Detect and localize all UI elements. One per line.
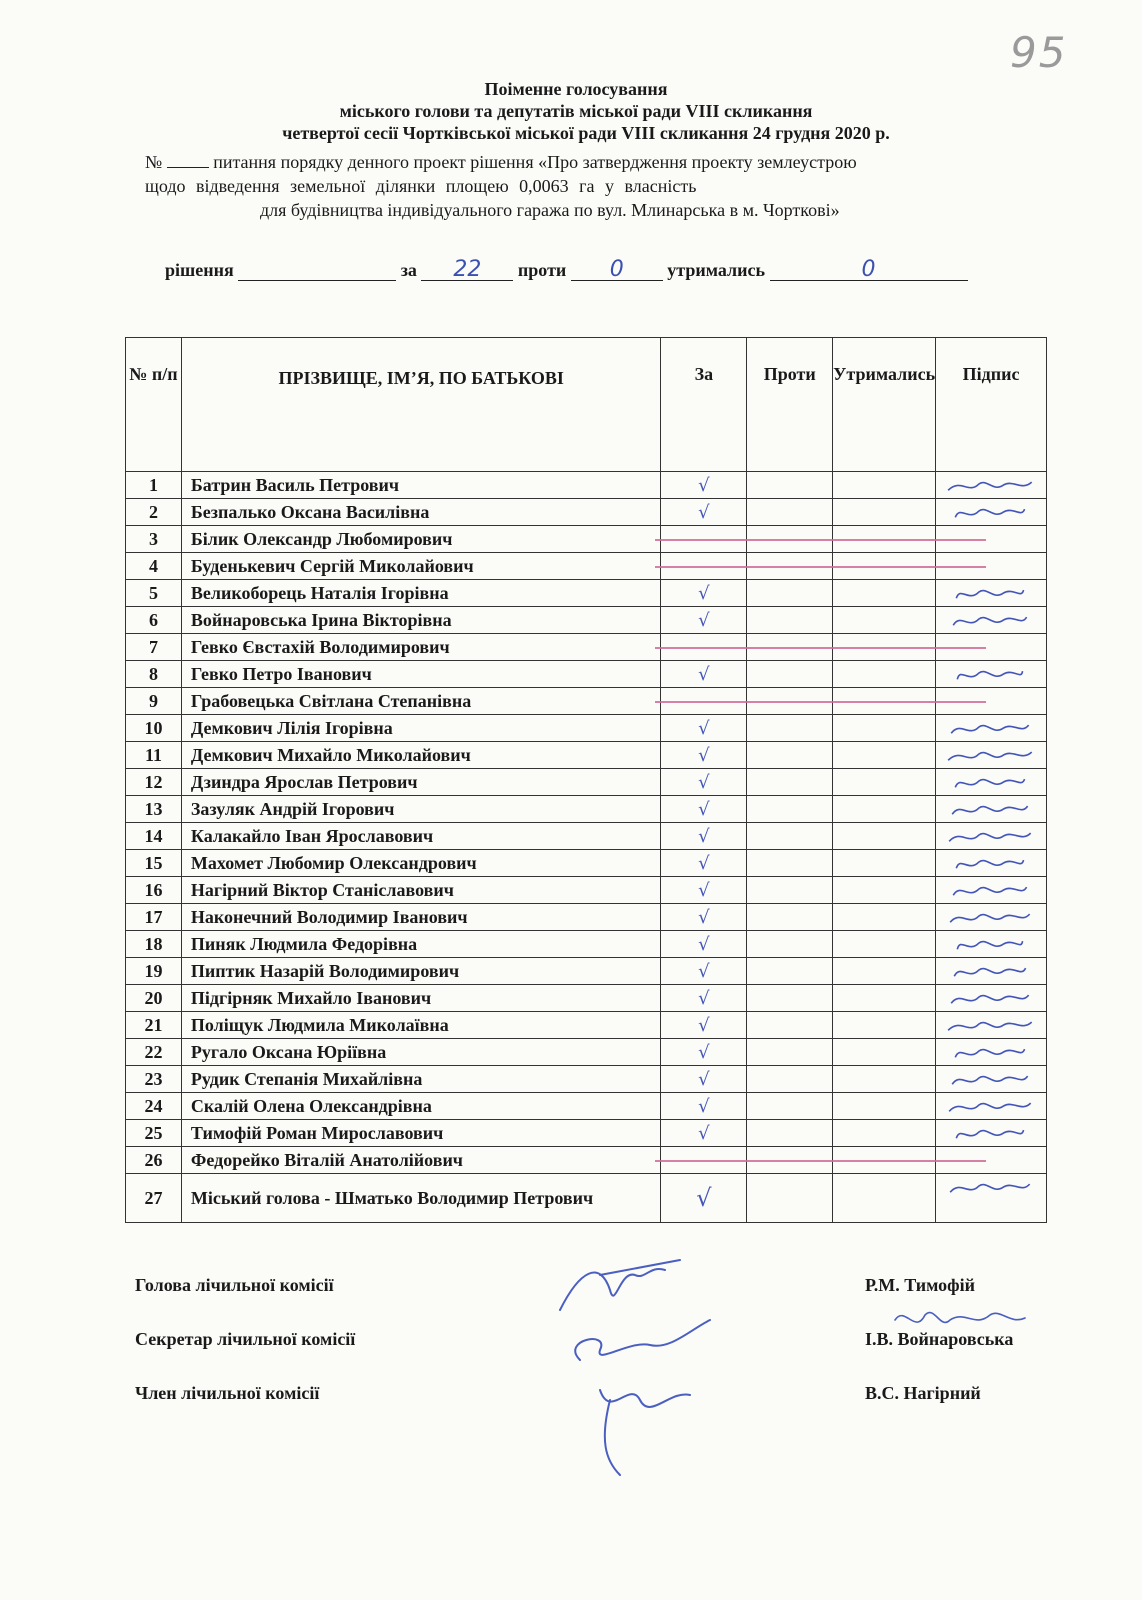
- question-number-blank: [167, 151, 209, 168]
- header-subtitle: міського голови та депутатів міської ради VIII скликання: [339, 101, 813, 121]
- checkmark-icon: √: [698, 717, 710, 739]
- vote-abstain-cell: [833, 823, 936, 850]
- vote-against-cell: [747, 877, 833, 904]
- table-row: [126, 1120, 1047, 1147]
- handwritten-signature: [940, 584, 1042, 604]
- checkmark-icon: √: [698, 474, 710, 496]
- handwritten-signature: [940, 1097, 1042, 1117]
- vote-for-cell: [661, 688, 747, 715]
- row-number: 25: [126, 1120, 182, 1147]
- signature-cell: [936, 742, 1047, 769]
- signature-cell: [936, 499, 1047, 526]
- agenda-question: [145, 150, 1075, 222]
- signature-cell: [936, 985, 1047, 1012]
- signature-cell: [936, 472, 1047, 499]
- header-abstain: Утримались: [833, 338, 936, 472]
- vote-table-body: [126, 472, 1047, 1223]
- signature-cell: [936, 1093, 1047, 1120]
- handwritten-signature: [940, 1016, 1042, 1036]
- vote-for-cell: [661, 796, 747, 823]
- deputy-name: Демкович Михайло Миколайович: [181, 742, 661, 769]
- table-row: [126, 958, 1047, 985]
- vote-for-cell: [661, 1120, 747, 1147]
- table-row: [126, 742, 1047, 769]
- vote-abstain-cell: [833, 958, 936, 985]
- row-number: 9: [126, 688, 182, 715]
- vote-for-cell: [661, 526, 747, 553]
- commission-person: В.С. Нагірний: [865, 1383, 981, 1403]
- vote-against-cell: [747, 958, 833, 985]
- vote-abstain-cell: [833, 607, 936, 634]
- table-row: [126, 1147, 1047, 1174]
- vote-abstain-cell: [833, 1174, 936, 1223]
- vote-abstain-cell: [833, 850, 936, 877]
- table-row: [126, 1174, 1047, 1223]
- decision-summary: [165, 257, 1065, 282]
- vote-for-cell: [661, 877, 747, 904]
- vote-against-cell: [747, 1093, 833, 1120]
- deputy-name: Калакайло Іван Ярославович: [181, 823, 661, 850]
- row-number: 6: [126, 607, 182, 634]
- checkmark-icon: √: [698, 1122, 710, 1144]
- table-row: [126, 850, 1047, 877]
- checkmark-icon: √: [696, 1184, 712, 1212]
- signature-cell: [936, 607, 1047, 634]
- checkmark-icon: √: [698, 798, 710, 820]
- row-number: 24: [126, 1093, 182, 1120]
- commission-row: [135, 1275, 1055, 1329]
- checkmark-icon: √: [698, 744, 710, 766]
- signature-cell: [936, 580, 1047, 607]
- checkmark-icon: √: [698, 1041, 710, 1063]
- against-label: проти: [517, 260, 567, 280]
- abstain-label: утримались: [667, 260, 765, 280]
- table-row: [126, 985, 1047, 1012]
- deputy-name: Білик Олександр Любомирович: [181, 526, 661, 553]
- deputy-name: Войнаровська Ірина Вікторівна: [181, 607, 661, 634]
- deputy-name: Пиняк Людмила Федорівна: [181, 931, 661, 958]
- vote-against-cell: [747, 1174, 833, 1223]
- question-number-prefix: №: [145, 152, 163, 172]
- row-number: 12: [126, 769, 182, 796]
- table-row: [126, 1039, 1047, 1066]
- vote-for-cell: [661, 661, 747, 688]
- vote-abstain-cell: [833, 715, 936, 742]
- vote-for-cell: [661, 1174, 747, 1223]
- deputy-name: Безпалько Оксана Василівна: [181, 499, 661, 526]
- vote-for-cell: [661, 553, 747, 580]
- row-number: 27: [126, 1174, 182, 1223]
- table-row: [126, 526, 1047, 553]
- handwritten-signature: [940, 476, 1042, 496]
- commission-row: [135, 1329, 1055, 1383]
- vote-for-cell: [661, 472, 747, 499]
- table-row: [126, 661, 1047, 688]
- commission-person: Р.М. Тимофій: [865, 1275, 976, 1295]
- row-number: 2: [126, 499, 182, 526]
- signature-cell: [936, 1147, 1047, 1174]
- vote-against-cell: [747, 850, 833, 877]
- row-number: 8: [126, 661, 182, 688]
- handwritten-signature: [940, 1070, 1042, 1090]
- deputy-name: Рудик Степанія Михайлівна: [181, 1066, 661, 1093]
- table-row: [126, 823, 1047, 850]
- vote-against-cell: [747, 1066, 833, 1093]
- handwritten-signature: [940, 611, 1042, 631]
- vote-for-cell: [661, 931, 747, 958]
- vote-against-cell: [747, 796, 833, 823]
- deputy-name: Гевко Петро Іванович: [181, 661, 661, 688]
- table-row: [126, 904, 1047, 931]
- handwritten-signature: [940, 827, 1042, 847]
- page-number: 95: [1010, 28, 1068, 77]
- vote-for-cell: [661, 580, 747, 607]
- vote-for-cell: [661, 742, 747, 769]
- checkmark-icon: √: [698, 1095, 710, 1117]
- deputy-name: Пиптик Назарій Володимирович: [181, 958, 661, 985]
- deputy-name: Федорейко Віталій Анатолійович: [181, 1147, 661, 1174]
- commission-role: Секретар лічильної комісії: [135, 1329, 356, 1349]
- vote-for-cell: [661, 823, 747, 850]
- table-row: [126, 931, 1047, 958]
- signature-cell: [936, 715, 1047, 742]
- row-number: 22: [126, 1039, 182, 1066]
- checkmark-icon: √: [698, 879, 710, 901]
- row-number: 19: [126, 958, 182, 985]
- header-for: За: [661, 338, 747, 472]
- deputy-name: Демкович Лілія Ігорівна: [181, 715, 661, 742]
- for-count: 22: [421, 260, 513, 281]
- handwritten-signature: [940, 1124, 1042, 1144]
- table-row: [126, 1066, 1047, 1093]
- table-row: [126, 688, 1047, 715]
- row-number: 10: [126, 715, 182, 742]
- vote-against-cell: [747, 931, 833, 958]
- for-label: за: [400, 260, 417, 280]
- vote-for-cell: [661, 1039, 747, 1066]
- table-row: [126, 634, 1047, 661]
- vote-abstain-cell: [833, 661, 936, 688]
- table-row: [126, 472, 1047, 499]
- question-line-3: для будівництва індивідуального гаража по вул. Млинарська в м. Чорткові»: [260, 200, 840, 220]
- deputy-name: Зазуляк Андрій Ігорович: [181, 796, 661, 823]
- deputy-name: Великоборець Наталія Ігорівна: [181, 580, 661, 607]
- handwritten-signature: [940, 1178, 1042, 1198]
- vote-against-cell: [747, 1120, 833, 1147]
- vote-for-cell: [661, 1066, 747, 1093]
- vote-for-cell: [661, 634, 747, 661]
- table-row: [126, 715, 1047, 742]
- vote-against-cell: [747, 580, 833, 607]
- table-row: [126, 769, 1047, 796]
- vote-against-cell: [747, 985, 833, 1012]
- signature-cell: [936, 1039, 1047, 1066]
- checkmark-icon: √: [698, 960, 710, 982]
- table-row: [126, 499, 1047, 526]
- handwritten-signature: [940, 773, 1042, 793]
- table-row: [126, 553, 1047, 580]
- row-number: 16: [126, 877, 182, 904]
- handwritten-signature: [940, 1043, 1042, 1063]
- deputy-name: Підгірняк Михайло Іванович: [181, 985, 661, 1012]
- deputy-name: Гевко Євстахій Володимирович: [181, 634, 661, 661]
- row-number: 20: [126, 985, 182, 1012]
- handwritten-signature: [940, 719, 1042, 739]
- signature-cell: [936, 688, 1047, 715]
- deputy-name: Тимофій Роман Мирославович: [181, 1120, 661, 1147]
- vote-for-cell: [661, 1093, 747, 1120]
- vote-abstain-cell: [833, 472, 936, 499]
- question-line-2: щодо відведення земельної ділянки площею 0,0063 га у власність: [145, 176, 697, 196]
- vote-abstain-cell: [833, 742, 936, 769]
- table-row: [126, 1012, 1047, 1039]
- deputy-name: Поліщук Людмила Миколаївна: [181, 1012, 661, 1039]
- vote-for-cell: [661, 958, 747, 985]
- row-number: 13: [126, 796, 182, 823]
- deputy-name: Наконечний Володимир Іванович: [181, 904, 661, 931]
- vote-for-cell: [661, 985, 747, 1012]
- deputy-name: Нагірний Віктор Станіславович: [181, 877, 661, 904]
- row-number: 26: [126, 1147, 182, 1174]
- checkmark-icon: √: [698, 609, 710, 631]
- deputy-name: Ругало Оксана Юріївна: [181, 1039, 661, 1066]
- deputy-name: Дзиндра Ярослав Петрович: [181, 769, 661, 796]
- question-line-1: питання порядку денного проект рішення «Про затвердження проекту землеустрою: [208, 152, 857, 172]
- row-number: 23: [126, 1066, 182, 1093]
- vote-for-cell: [661, 850, 747, 877]
- vote-against-cell: [747, 661, 833, 688]
- document-header: [0, 78, 1142, 144]
- checkmark-icon: √: [698, 987, 710, 1009]
- signature-cell: [936, 904, 1047, 931]
- handwritten-signature: [940, 962, 1042, 982]
- counting-commission: [135, 1275, 1055, 1437]
- vote-against-cell: [747, 1012, 833, 1039]
- signature-cell: [936, 931, 1047, 958]
- commission-person: І.В. Войнаровська: [865, 1329, 1014, 1349]
- vote-abstain-cell: [833, 985, 936, 1012]
- header-name: ПРІЗВИЩЕ, ІМ’Я, ПО БАТЬКОВІ: [181, 338, 661, 472]
- table-row: [126, 877, 1047, 904]
- signature-cell: [936, 1012, 1047, 1039]
- vote-against-cell: [747, 904, 833, 931]
- handwritten-signature: [940, 854, 1042, 874]
- signature-cell: [936, 1066, 1047, 1093]
- deputy-name: Скалій Олена Олександрівна: [181, 1093, 661, 1120]
- vote-table: [125, 337, 1047, 1223]
- signature-cell: [936, 526, 1047, 553]
- header-signature: Підпис: [936, 338, 1047, 472]
- vote-abstain-cell: [833, 1120, 936, 1147]
- signature-cell: [936, 553, 1047, 580]
- row-number: 15: [126, 850, 182, 877]
- signature-cell: [936, 769, 1047, 796]
- checkmark-icon: √: [698, 663, 710, 685]
- row-number: 7: [126, 634, 182, 661]
- vote-for-cell: [661, 715, 747, 742]
- checkmark-icon: √: [698, 1068, 710, 1090]
- vote-abstain-cell: [833, 769, 936, 796]
- handwritten-signature: [940, 989, 1042, 1009]
- signature-cell: [936, 796, 1047, 823]
- decision-label: рішення: [165, 260, 234, 280]
- vote-abstain-cell: [833, 904, 936, 931]
- signature-cell: [936, 958, 1047, 985]
- table-row: [126, 1093, 1047, 1120]
- signature-cell: [936, 823, 1047, 850]
- row-number: 3: [126, 526, 182, 553]
- signature-cell: [936, 634, 1047, 661]
- deputy-name: Батрин Василь Петрович: [181, 472, 661, 499]
- vote-against-cell: [747, 607, 833, 634]
- vote-abstain-cell: [833, 1012, 936, 1039]
- vote-for-cell: [661, 499, 747, 526]
- handwritten-signature: [940, 881, 1042, 901]
- checkmark-icon: √: [698, 501, 710, 523]
- handwritten-signature: [940, 935, 1042, 955]
- handwritten-signature: [940, 746, 1042, 766]
- vote-for-cell: [661, 607, 747, 634]
- signature-cell: [936, 1120, 1047, 1147]
- vote-for-cell: [661, 1147, 747, 1174]
- vote-abstain-cell: [833, 1093, 936, 1120]
- checkmark-icon: √: [698, 771, 710, 793]
- row-number: 14: [126, 823, 182, 850]
- decision-blank: [238, 260, 396, 281]
- deputy-name: Буденькевич Сергій Миколайович: [181, 553, 661, 580]
- abstain-count: 0: [770, 260, 968, 281]
- header-session: четвертої сесії Чортківської міської ради VIII скликання 24 грудня 2020 р.: [282, 123, 890, 143]
- header-title: Поіменне голосування: [484, 79, 668, 99]
- commission-role: Голова лічильної комісії: [135, 1275, 334, 1295]
- vote-abstain-cell: [833, 499, 936, 526]
- signature-cell: [936, 850, 1047, 877]
- vote-abstain-cell: [833, 580, 936, 607]
- signature-cell: [936, 877, 1047, 904]
- vote-abstain-cell: [833, 1039, 936, 1066]
- row-number: 11: [126, 742, 182, 769]
- vote-against-cell: [747, 769, 833, 796]
- commission-row: [135, 1383, 1055, 1437]
- vote-against-cell: [747, 715, 833, 742]
- handwritten-signature: [940, 665, 1042, 685]
- vote-against-cell: [747, 823, 833, 850]
- signature-cell: [936, 661, 1047, 688]
- checkmark-icon: √: [698, 825, 710, 847]
- row-number: 5: [126, 580, 182, 607]
- vote-table-header: [126, 338, 1047, 472]
- row-number: 17: [126, 904, 182, 931]
- vote-abstain-cell: [833, 1066, 936, 1093]
- row-number: 21: [126, 1012, 182, 1039]
- deputy-name: Грабовецька Світлана Степанівна: [181, 688, 661, 715]
- handwritten-signature: [940, 800, 1042, 820]
- table-row: [126, 607, 1047, 634]
- checkmark-icon: √: [698, 852, 710, 874]
- row-number: 1: [126, 472, 182, 499]
- vote-against-cell: [747, 1039, 833, 1066]
- vote-abstain-cell: [833, 931, 936, 958]
- table-row: [126, 580, 1047, 607]
- vote-for-cell: [661, 1012, 747, 1039]
- vote-against-cell: [747, 499, 833, 526]
- checkmark-icon: √: [698, 582, 710, 604]
- vote-for-cell: [661, 904, 747, 931]
- vote-against-cell: [747, 472, 833, 499]
- handwritten-signature: [940, 503, 1042, 523]
- checkmark-icon: √: [698, 1014, 710, 1036]
- header-num: № п/п: [126, 338, 182, 472]
- checkmark-icon: √: [698, 906, 710, 928]
- deputy-name: Махомет Любомир Олександрович: [181, 850, 661, 877]
- vote-abstain-cell: [833, 877, 936, 904]
- vote-against-cell: [747, 742, 833, 769]
- checkmark-icon: √: [698, 933, 710, 955]
- handwritten-signature: [940, 908, 1042, 928]
- commission-role: Член лічильної комісії: [135, 1383, 320, 1403]
- signature-cell: [936, 1174, 1047, 1223]
- table-row: [126, 796, 1047, 823]
- vote-abstain-cell: [833, 796, 936, 823]
- vote-for-cell: [661, 769, 747, 796]
- deputy-name: Міський голова - Шматько Володимир Петрович: [181, 1174, 661, 1223]
- row-number: 4: [126, 553, 182, 580]
- row-number: 18: [126, 931, 182, 958]
- header-against: Проти: [747, 338, 833, 472]
- against-count: 0: [571, 260, 663, 281]
